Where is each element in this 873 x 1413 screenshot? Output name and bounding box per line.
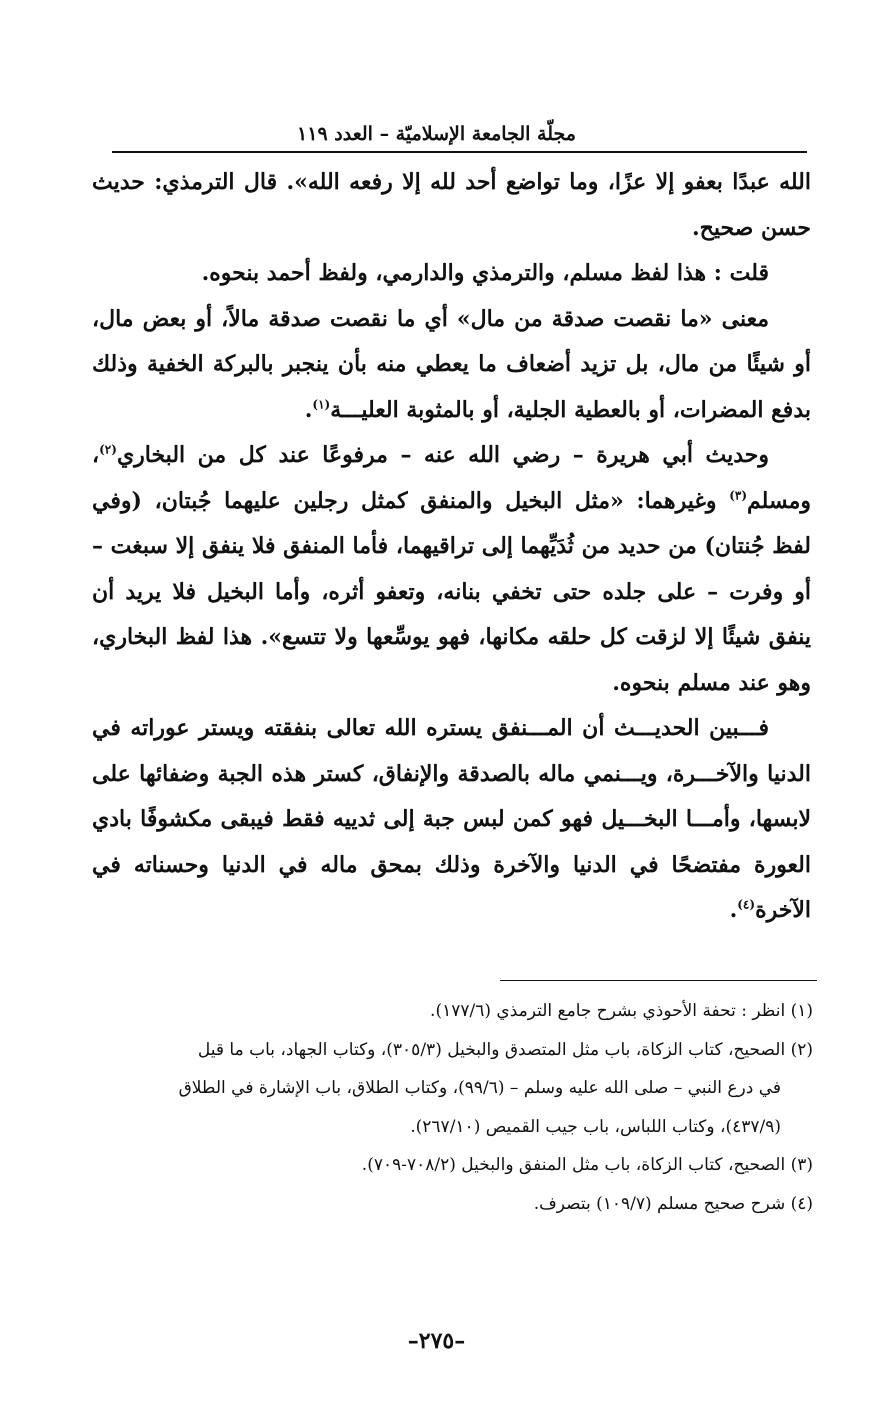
footnote-2-line-2: في درع النبي – صلى الله عليه وسلم – (٩٩/٦)، وكتاب الطلاق، باب الإشارة في الطلاق <box>178 1078 781 1098</box>
footnote-1: (١) انظر : تحفة الأحوذي بشرح جامع الترمذي (١٧٧/٦). <box>430 1001 813 1021</box>
paragraph-3-end: . <box>304 396 313 423</box>
page-number: –٢٧٥– <box>407 1328 466 1354</box>
footnote-ref-2: (٢) <box>99 442 117 457</box>
footnote-4: (٤) شرح صحيح مسلم (١٠٩/٧) بتصرف. <box>533 1193 813 1214</box>
paragraph-5-text: فـــبين الحديـــث أن المـــنفق يستره الله تعالى بنفقته ويستر عوراته في الدنيا والآخـــرة، ويـــنمي ماله بالصدقة والإنفاق، كستر هذه الجبة وضفائها على لابسها، وأمـــا البخـــيل فهو كمن لبس جبة إلى ثدييه فقط فيبقى مكشوفًا بادي العورة مفتضحًا في الدنيا والآخرة وذلك بمحق ماله في الدنيا وحسناته في الآخرة <box>92 715 811 923</box>
paragraph-4-text-b: ، ومسلم <box>92 442 811 514</box>
paragraph-4-text-a: وحديث أبي هريرة – رضي الله عنه – مرفوعًا عند كل من البخاري <box>116 442 769 468</box>
footnote-3: (٣) الصحيح، كتاب الزكاة، باب مثل المنفق والبخيل (٧٠٨/٢-٧٠٩). <box>361 1155 813 1175</box>
paragraph-3-text: معنى «ما نقصت صدقة من مال» أي ما نقصت صدقة مالاً، أو بعض مال، أو شيئًا من مال، بل تزيد أضعاف ما يعطي منه بأن ينجبر بالبركة الخفية وذلك بدفع المضرات، أو بالعطية الجلية، أو بالمثوبة العليـــة <box>92 305 811 423</box>
paragraph-5 <box>92 706 811 934</box>
paragraph-2: قلت : هذا لفظ مسلم، والترمذي والدارمي، ولفظ أحمد بنحوه. <box>201 260 769 286</box>
footnote-2-line-1: (٢) الصحيح، كتاب الزكاة، باب مثل المتصدق والبخيل (٣٠٥/٣)، وكتاب الجهاد، باب ما قيل <box>197 1039 813 1060</box>
footnote-separator <box>500 980 817 981</box>
paragraph-1: الله عبدًا بعفو إلا عزًا، وما تواضع أحد لله إلا رفعه الله». قال الترمذي: حديث حسن صحيح. <box>92 169 811 241</box>
paragraph-4 <box>92 433 811 706</box>
main-text <box>92 160 811 934</box>
paragraph-5-end: . <box>729 897 738 923</box>
header-rule <box>112 151 807 153</box>
footnote-ref-3: (٣) <box>729 488 748 503</box>
footnote-2-line-3: (٤٣٧/٩)، وكتاب اللباس، باب جيب القميص (٢٦٧/١٠). <box>410 1116 781 1137</box>
paragraph-3 <box>92 297 811 434</box>
paragraph-4-text-c: وغيرهما: «مثل البخيل والمنفق كمثل رجلين عليهما جُبتان، (وفي لفظ جُنتان) من حديد من ثُدَيِّهما إلى تراقيهما، فأما المنفق فلا ينفق إلا سبغت – أو وفرت – على جلده حتى تخفي بنانه، وتعفو أثره، وأما البخيل فلا يريد أن ينفق شيئًا إلا لزقت كل حلقه مكانها، فهو يوسِّعها ولا تتسع». هذا لفظ البخاري، وهو عند مسلم بنحوه. <box>92 487 811 696</box>
footnote-ref-1: (١) <box>312 397 331 412</box>
running-header: مجلّة الجامعة الإسلاميّة – العدد ١١٩ <box>297 123 576 145</box>
footnotes <box>92 992 813 1223</box>
footnote-ref-4: (٤) <box>737 897 756 912</box>
